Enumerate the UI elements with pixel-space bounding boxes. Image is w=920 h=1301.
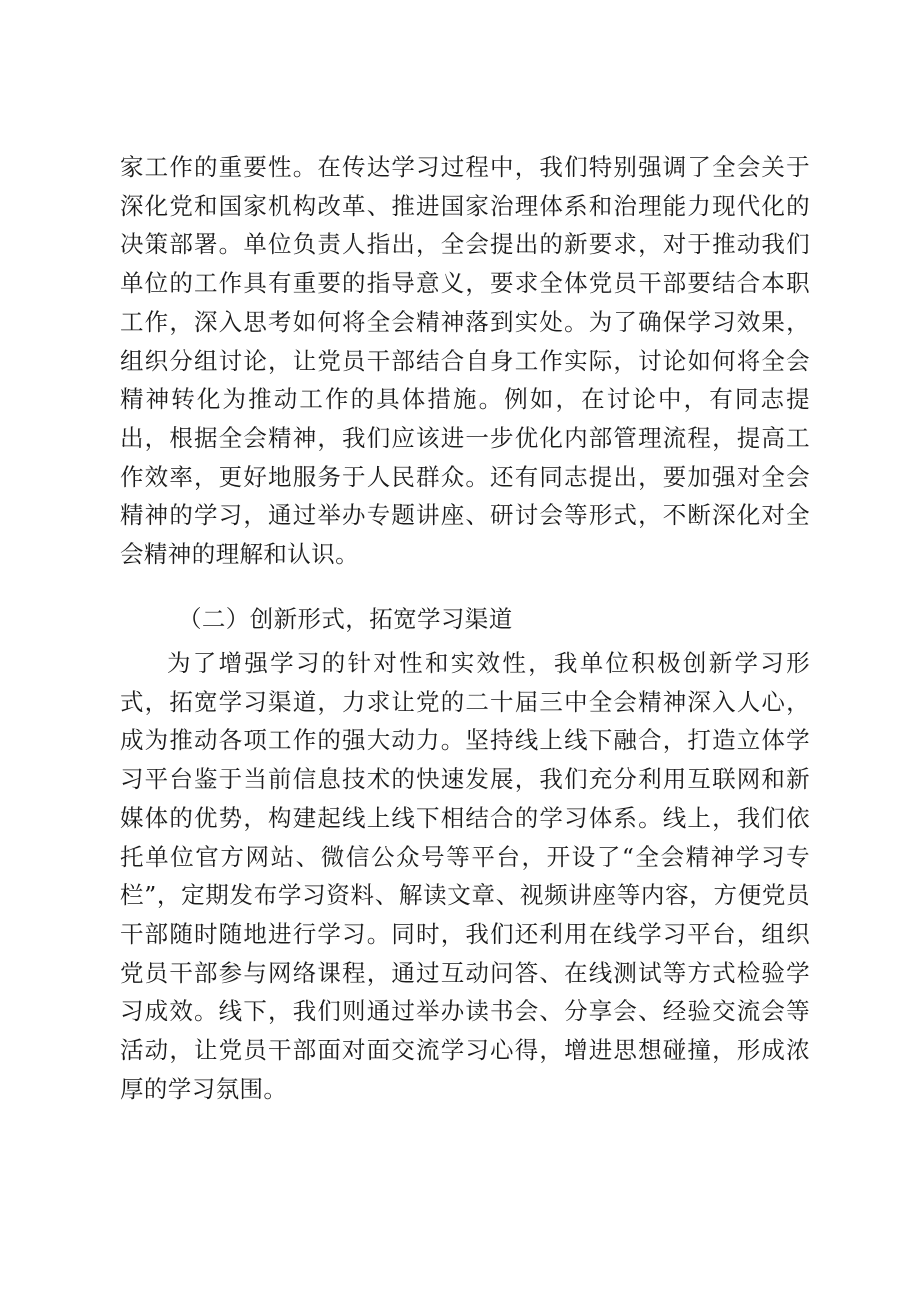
body-paragraph: 为了增强学习的针对性和实效性，我单位积极创新学习形式，拓宽学习渠道，力求让党的二十届三中全会精神深入人心，成为推动各项工作的强大动力。坚持线上线下融合，打造立体学习平台鉴于当前信息技术的快速发展，我们充分利用互联网和新媒体的优势，构建起线上线下相结合的学习体系。线上，我们依托单位官方网站、微信公众号等平台，开设了“全会精神学习专栏”，定期发布学习资料、解读文章、视频讲座等内容，方便党员干部随时随地进行学习。同时，我们还利用在线学习平台，组织党员干部参与网络课程，通过互动问答、在线测试等方式检验学习成效。线下，我们则通过举办读书会、分享会、经验交流会等活动，让党员干部面对面交流学习心得，增进思想碰撞，形成浓厚的学习氛围。 xyxy=(120,649,810,1103)
section-heading: （二）创新形式，拓宽学习渠道 xyxy=(178,605,513,633)
body-paragraph-continued: 家工作的重要性。在传达学习过程中，我们特别强调了全会关于深化党和国家机构改革、推进国家治理体系和治理能力现代化的决策部署。单位负责人指出，全会提出的新要求，对于推动我们单位的工作具有重要的指导意义，要求全体党员干部要结合本职工作，深入思考如何将全会精神落到实处。为了确保学习效果，组织分组讨论，让党员干部结合自身工作实际，讨论如何将全会精神转化为推动工作的具体措施。例如，在讨论中，有同志提出，根据全会精神，我们应该进一步优化内部管理流程，提高工作效率，更好地服务于人民群众。还有同志提出，要加强对全会精神的学习，通过举办专题讲座、研讨会等形式，不断深化对全会精神的理解和认识。 xyxy=(120,153,810,569)
